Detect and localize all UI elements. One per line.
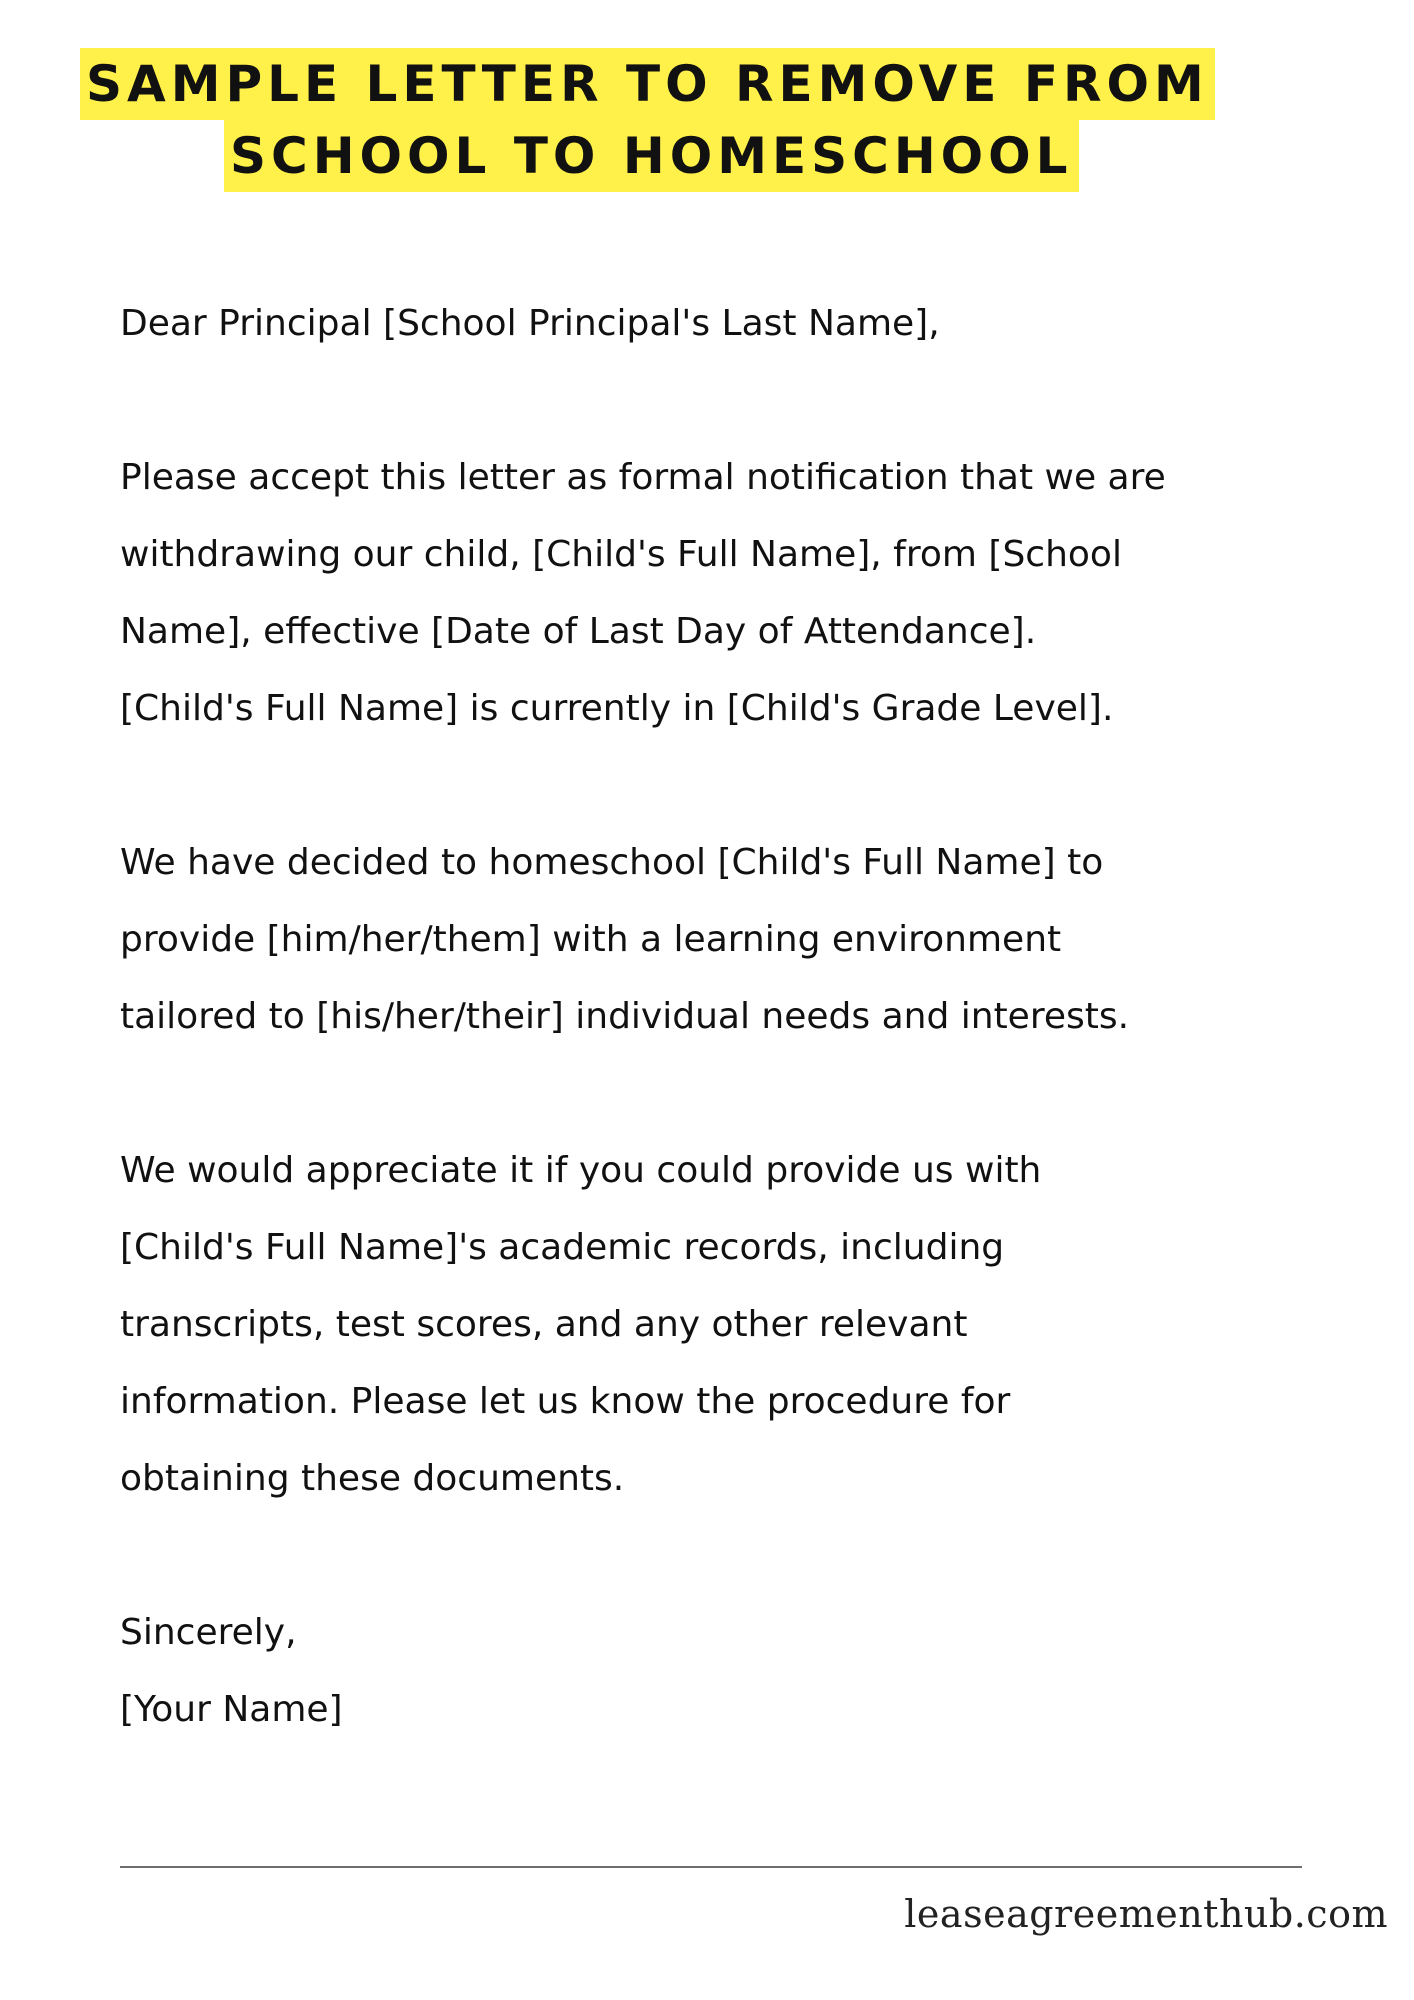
salutation — [120, 285, 1360, 362]
salutation-text: Dear Principal [School Principal's Last Name], — [120, 303, 940, 344]
paragraph-line: We have decided to homeschool [Child's Full Name] to — [120, 842, 1104, 883]
footer-divider — [120, 1866, 1302, 1868]
paragraph-records-request — [120, 1132, 1360, 1517]
title-line-2: SCHOOL TO HOMESCHOOL — [224, 120, 1079, 192]
paragraph-line: Name], effective [Date of Last Day of Attendance]. — [120, 611, 1037, 652]
paragraph-line: tailored to [his/her/their] individual needs and interests. — [120, 996, 1130, 1037]
footer-website: leaseagreementhub.com — [904, 1892, 1388, 1936]
signature-placeholder: [Your Name] — [120, 1689, 343, 1730]
paragraph-line: [Child's Full Name] is currently in [Child's Grade Level]. — [120, 688, 1114, 729]
paragraph-line: obtaining these documents. — [120, 1458, 625, 1499]
paragraph-withdrawal-notice — [120, 439, 1360, 747]
title-line-1: SAMPLE LETTER TO REMOVE FROM — [80, 48, 1215, 120]
closing-text: Sincerely, — [120, 1612, 297, 1653]
paragraph-homeschool-reason — [120, 824, 1360, 1055]
paragraph-line: Please accept this letter as formal notification that we are — [120, 457, 1166, 498]
paragraph-line: [Child's Full Name]'s academic records, including — [120, 1227, 1005, 1268]
letter-body — [120, 285, 1360, 1825]
paragraph-line: We would appreciate it if you could provide us with — [120, 1150, 1042, 1191]
closing-block — [120, 1594, 1360, 1748]
paragraph-line: transcripts, test scores, and any other relevant — [120, 1304, 968, 1345]
paragraph-line: withdrawing our child, [Child's Full Name], from [School — [120, 534, 1122, 575]
paragraph-line: provide [him/her/them] with a learning environment — [120, 919, 1062, 960]
paragraph-line: information. Please let us know the procedure for — [120, 1381, 1011, 1422]
